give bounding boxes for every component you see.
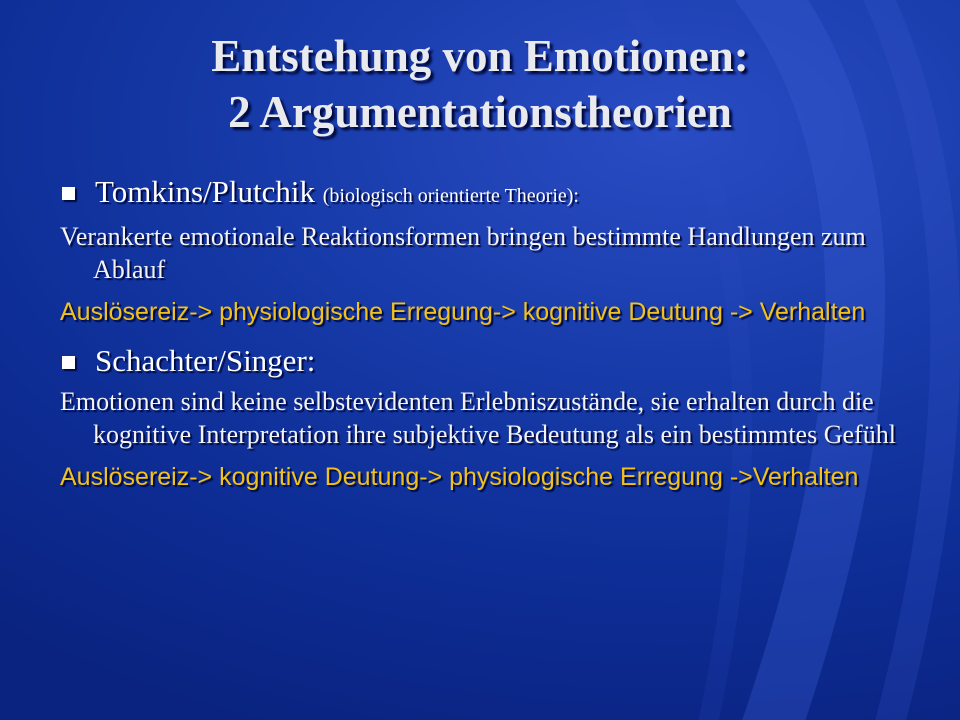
slide-title: [40, 28, 920, 140]
sequence-schachter: Auslösereiz-> kognitive Deutung-> physiologische Erregung ->Verhalten: [60, 463, 859, 491]
bullet-tomkins-plutchik: [60, 172, 900, 216]
square-bullet-icon: [62, 356, 75, 369]
square-bullet-icon: [62, 187, 75, 200]
bullet-note: (biologisch orientierte Theorie):: [322, 185, 579, 207]
bullet-schachter-singer: [60, 341, 900, 381]
slide-content: [60, 172, 900, 494]
bullet-main-text: Tomkins/Plutchik: [95, 174, 316, 209]
sequence-tomkins: Auslösereiz-> physiologische Erregung-> kognitive Deutung -> Verhalten: [60, 298, 866, 326]
title-line-1: Entstehung von Emotionen:: [211, 31, 749, 81]
paragraph-schachter: Emotionen sind keine selbstevidenten Erlebniszustände, sie erhalten durch die kognitive Interpretation ihre subjektive Bedeutung als ein bestimmtes Gefühl: [60, 387, 896, 449]
title-line-2: 2 Argumentationstheorien: [228, 87, 732, 137]
bullet-main-text: Schachter/Singer:: [95, 343, 316, 378]
paragraph-tomkins: Verankerte emotionale Reaktionsformen bringen bestimmte Handlungen zum Ablauf: [60, 222, 866, 284]
